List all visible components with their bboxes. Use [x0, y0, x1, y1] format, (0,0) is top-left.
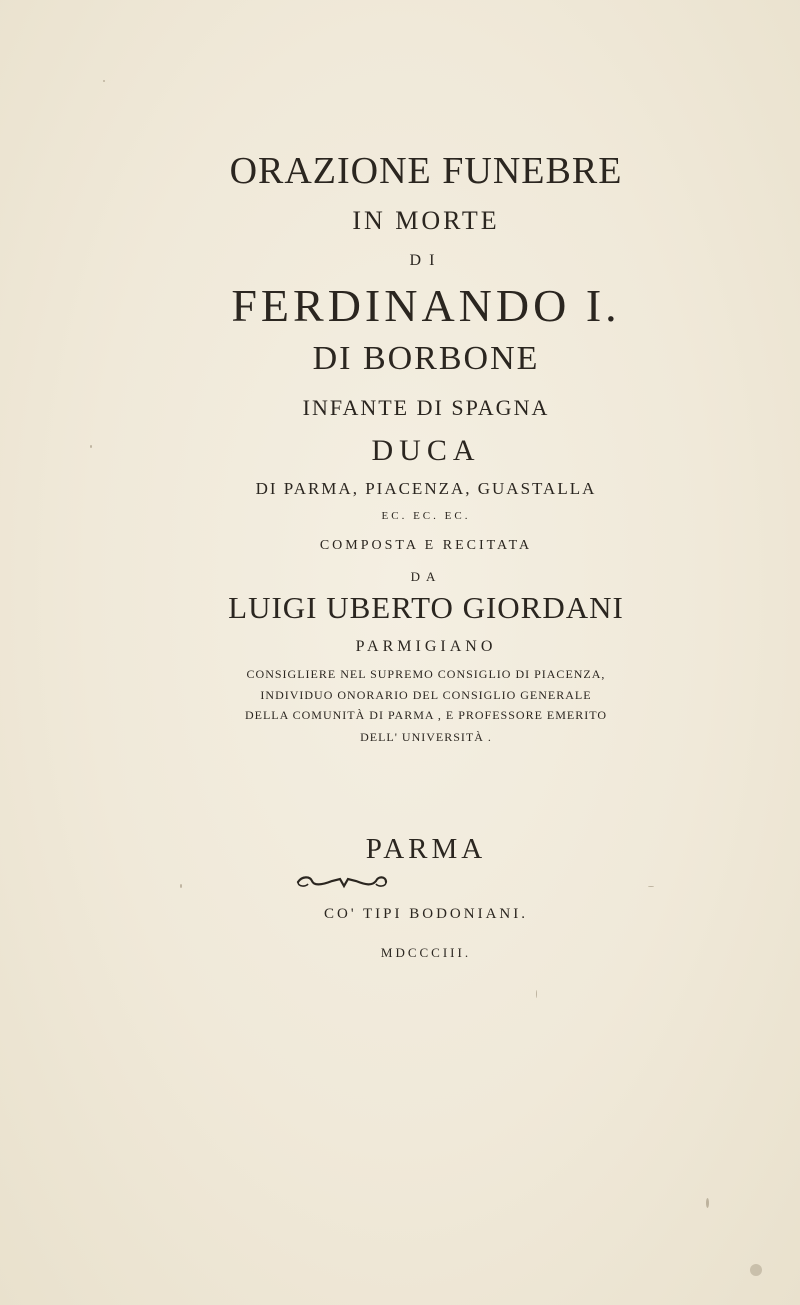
- title-line-8: DI PARMA, PIACENZA, GUASTALLA: [255, 479, 597, 498]
- credential-line-3: DELLA COMUNITÀ DI PARMA , E PROFESSORE EMERITO: [244, 708, 608, 722]
- title-line-7: DUCA: [371, 434, 481, 467]
- title-line-2: IN MORTE: [352, 206, 500, 235]
- paper-speck: [648, 886, 654, 887]
- title-line-4: FERDINANDO I.: [231, 280, 621, 331]
- paper-speck: [536, 990, 537, 998]
- paper-speck: [103, 80, 105, 82]
- paper-speck: [90, 445, 92, 448]
- title-line-1: ORAZIONE FUNEBRE: [229, 150, 623, 192]
- imprint-place: PARMA: [365, 833, 487, 865]
- title-line-9: EC. EC. EC.: [381, 510, 471, 522]
- paper-speck: [180, 884, 182, 888]
- credential-line-2: INDIVIDUO ONORARIO DEL CONSIGLIO GENERALE: [260, 688, 592, 702]
- title-line-3: DI: [409, 252, 443, 269]
- credential-line-4: DELL' UNIVERSITÀ .: [360, 730, 492, 744]
- imprint-year: MDCCCIII.: [380, 945, 472, 960]
- title-line-11: DA: [410, 569, 442, 584]
- paper-speck: [706, 1198, 709, 1208]
- author-origin: PARMIGIANO: [355, 638, 497, 655]
- title-line-5: DI BORBONE: [312, 340, 540, 377]
- paper-speck: [750, 1264, 762, 1276]
- credential-line-1: CONSIGLIERE NEL SUPREMO CONSIGLIO DI PIACENZA,: [246, 667, 606, 681]
- imprint-printer: CO' TIPI BODONIANI.: [323, 906, 528, 922]
- title-line-10: COMPOSTA E RECITATA: [319, 538, 533, 553]
- author-name: LUIGI UBERTO GIORDANI: [228, 590, 624, 625]
- title-line-6: INFANTE DI SPAGNA: [302, 395, 550, 420]
- ornament-flourish-icon: [292, 873, 392, 891]
